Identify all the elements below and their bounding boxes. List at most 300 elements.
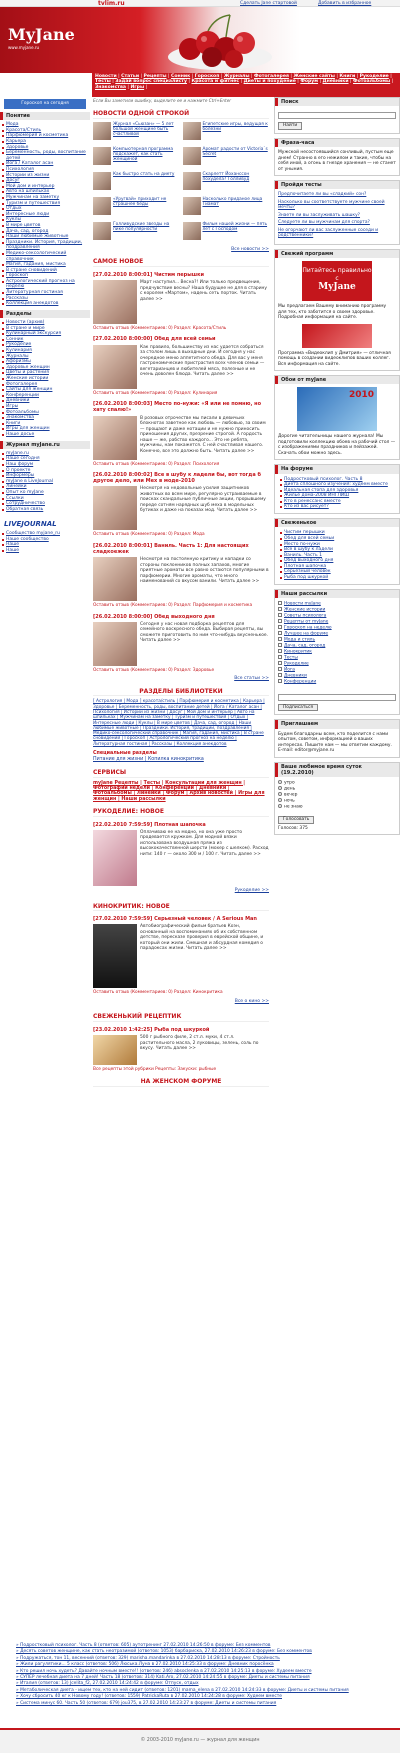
craft-more-link[interactable]: Рукоделие >> (234, 887, 269, 893)
sidebar-link[interactable]: В мире цветов (0, 223, 90, 229)
sidebar-link[interactable]: В стране сновидений (0, 268, 90, 274)
nav-item[interactable]: Игры (130, 84, 145, 90)
sidebar-link[interactable]: myJane в LiveJournal (0, 479, 90, 485)
sidebar-link[interactable]: Наш форум (0, 462, 90, 468)
article-title[interactable]: [27.02.2010 8:00:01] Чистим перышки (93, 271, 204, 278)
phrase-heading: Фраза-часа (275, 139, 399, 147)
mail-label: Лучшее на форуме (284, 631, 329, 637)
sidebar-link[interactable]: Кулинарный экскурсия (0, 331, 90, 337)
sidebar-link[interactable]: Рукоделие (0, 342, 90, 348)
fresh-list (275, 527, 399, 583)
sidebar-link[interactable]: Магия, гадания, мистика (0, 262, 90, 268)
article-footer[interactable]: Оставить отзыв (Комментариев: 0) Раздел: Здоровье (93, 667, 215, 673)
forum-box (274, 464, 400, 514)
news-line-link[interactable]: Аромат радости от Victoria`s Secret (202, 146, 268, 158)
news-line-item[interactable] (183, 197, 270, 219)
top-bar (0, 0, 400, 7)
nav-item[interactable]: Дневники (322, 79, 349, 85)
sidebar-link[interactable]: О проекте (0, 468, 90, 474)
sidebar-link[interactable]: Наши любимые животные (0, 234, 90, 240)
livejournal-list (0, 531, 90, 553)
services-heading: СЕРВИСЫ (93, 769, 269, 778)
library-heading: РАЗДЕЛЫ БИБЛИОТЕКИ (93, 688, 269, 697)
search-input[interactable] (278, 112, 396, 119)
forum-topic-row[interactable]: » Подростковый психолог. Часть 8 (ответов: 605) аутотренинг 27.02.2010 14:26:50 в форуме: Без комментов (16, 1643, 271, 1648)
section-heading-concepts: Понятие (0, 112, 90, 120)
sidebar-link[interactable]: Не огорчают ли вас заслуженные соседи и родственники? (278, 227, 379, 239)
nav-item[interactable]: Новости (95, 74, 117, 79)
nav-item[interactable]: Рецепты (143, 74, 167, 79)
latest-articles (93, 272, 269, 673)
promo-text-2: Программа «Видеоклип у Дмитрия» — отличная помощь в создании видеоклипов ваших коллег. Вся информация на сайте. (278, 350, 391, 367)
sidebar-link[interactable]: Информеры (0, 473, 90, 479)
forum-topic-row[interactable]: » Кто решил ночь худеть? Давайте ночным вместе!! (ответов: 246) absoclenka в 27.02.2010 14:25:13 в форуме: Худеем вместе (16, 1668, 312, 1674)
sidebar-link[interactable]: В стране и мире (0, 326, 90, 332)
sidebar-link[interactable]: Линейки (0, 484, 90, 490)
article-title[interactable]: [26.02.2010 8:00:01] Ваниль. Часть 1: Для настоящих сладкоежек (93, 542, 249, 556)
sidebar-link[interactable]: Чистим перышки (278, 530, 396, 536)
news-line-item[interactable] (183, 122, 270, 144)
phrase-box (274, 138, 400, 176)
sidebar-link[interactable]: Книги (0, 421, 90, 427)
site-header (0, 7, 400, 73)
poll-label: вечер (284, 792, 298, 798)
fresh-box (274, 518, 400, 585)
article-title[interactable]: [26.02.2010 8:00:00] Обед выходного дня (93, 613, 215, 620)
sidebar-link[interactable]: Фотогалерея (0, 382, 90, 388)
search-box (274, 97, 400, 134)
forum-topics (0, 1643, 400, 1707)
mail-checkbox[interactable] (278, 601, 282, 605)
library-links[interactable]: [ Астрология | Мода ] красота/стиль | Парфюмерия и косметика | Карьера | Здоровье | Беременность, роды, воспитание детей | Йога / Каталог асан | Психология | Истории из жизни | Досуг | Мой дом и интерьер | Авто на шпильках | Мужчинам на заметку | Туризм и путешествия | Отдых | Интересные люди | Куклы | В мире цветов | Дача, сад, огород | Наши любимые животные | Праздники. История, традиции, поздравления | Медико-сексологический справочник | Магия, гадания, мистика | В стране сновидений | Гороскоп | Астрологический прогноз на неделю | Литературная гостиная | Рассказы | Коллекция анекдотов (93, 699, 265, 747)
nav-item[interactable]: Красота и фитнес (191, 79, 240, 85)
sidebar-link[interactable]: Гороскоп (0, 273, 90, 279)
article-image[interactable] (93, 622, 137, 666)
poll-radio[interactable] (278, 792, 282, 796)
article-footer[interactable]: Оставить отзыв (Комментариев: 0) Раздел: Красота/Стиль (93, 326, 227, 332)
sidebar-link[interactable]: Обратная связь (0, 507, 90, 513)
sidebar-link[interactable]: Мой дом и интерьер (0, 184, 90, 190)
kino-more-link[interactable]: Все о кино >> (234, 998, 269, 1004)
nav-item[interactable]: Рукоделие (359, 74, 389, 79)
poll-radio[interactable] (278, 804, 282, 808)
news-line-link[interactable]: Голливудские звезды на пике популярности (113, 221, 170, 233)
subscribe-button[interactable]: Подписаться (278, 704, 318, 712)
sidebar-link[interactable]: Куклы (0, 217, 90, 223)
livejournal-logo[interactable]: LIVEJOURNAL (4, 520, 57, 529)
poll-box (274, 762, 400, 836)
article-item (93, 401, 269, 467)
mail-option[interactable] (278, 679, 396, 685)
main-content (93, 97, 269, 1090)
phrase-text: Мужской несостоявшийся сонливый, пустым еще днем! Странно в его нежилом и такие, чтобы на себя иной, а огонь в гнезде хранения — не станет от уныния. (278, 150, 396, 172)
sidebar-link[interactable]: Опыт ко myJane (0, 490, 90, 496)
sidebar-link[interactable]: Астрологический прогноз на неделю (0, 279, 90, 290)
sidebar-link[interactable]: Кто в ренессанс вместе (278, 499, 396, 505)
kino-text: Автобиографический фильм братьев Коэн, основанный на воспоминаниях об их собственном детстве, пересказе проверил в еврейской общине, и который они жили. Смешная и абсурдная комедия о парадоксах жизни. Читать далее >> (140, 924, 264, 952)
article-footer[interactable]: Оставить отзыв (Комментариев: 0) Раздел: Психология (93, 461, 220, 467)
article-footer[interactable]: Оставить отзыв (Комментариев: 0) Раздел: Парфюмерия и косметика (93, 603, 253, 609)
mail-checkbox[interactable] (278, 655, 282, 659)
sidebar-link[interactable]: Сотрудничество (0, 501, 90, 507)
sidebar-link[interactable]: Туризм и путешествия (0, 201, 90, 207)
mail-checkbox[interactable] (278, 619, 282, 623)
news-thumbnail[interactable] (183, 197, 201, 215)
mail-label: Советы психолога (284, 613, 327, 619)
sidebar-link[interactable]: Мужчинам на заметку (0, 195, 90, 201)
invite-text: Будем благодарны всем, кто поделится с нами опытом, советом, информацией о ваших интересах. Пишите нам — мы ответим каждому. E-mail: editor@myjane.ru (278, 731, 392, 754)
mail-checkbox[interactable] (278, 631, 282, 635)
forum-topic-row[interactable]: » Жили рагулятики... 5 класс (ответов: 506) Люська.Луна в 27.02.2010 14:25:33 в форуме: Дневник поросёнка (16, 1662, 274, 1668)
cherries-illustration (160, 13, 280, 71)
fresh-heading: Свеженькое (275, 519, 399, 527)
sidebar-link[interactable]: Праздники. История, традиции, поздравления (0, 240, 90, 251)
site-logo[interactable]: MyJane www.myjane.ru (8, 25, 75, 50)
sidebar-link[interactable]: Серьезный человек (278, 569, 396, 575)
news-thumbnail[interactable] (183, 172, 201, 190)
sidebar-link[interactable]: Сообщество myjane_ru (0, 531, 90, 537)
make-homepage-link[interactable]: Сделать Jane стартовой (240, 1, 297, 6)
poll-label: не знаю (284, 804, 303, 810)
poll-label: ночь (284, 798, 295, 804)
article-item (93, 272, 269, 332)
sidebar-link[interactable]: Журналы (0, 354, 90, 360)
sidebar-link[interactable]: Красота/Стиль (0, 128, 90, 134)
craft-image[interactable] (93, 830, 137, 886)
special-links[interactable]: Питание для жизни | Копилка кинокритика (93, 757, 204, 763)
sidebar-link[interactable]: Новости (архив) (0, 320, 90, 326)
recipe-text: 500 г рыбного филе, 2 ст.л. муки, 4 ст.л. растительного масла, 2 луковицы, зелень, соль по вкусу. Читать далее >> (140, 1035, 259, 1052)
kino-title[interactable]: [27.02.2010 7:59:59] Серьезный человек / A Serious Man (93, 916, 257, 923)
mail-label: Мода и стиль (284, 637, 316, 643)
promo-heading: Свежий программ (275, 250, 399, 258)
news-line-link[interactable]: Как быстро стать на диету (113, 171, 175, 177)
article-image[interactable] (93, 280, 137, 324)
article-summary: Несмотря на недовольные усилия защитников животных во всем мире, регулярно устраиваемые в поисках скандальные публичные акции, прорывшему переде сотням нарядных шуб меха в модельных бутиках и даже на показах мод. Читать далее >> (140, 486, 266, 514)
news-line-link[interactable]: Насколько приданое лица Тиамат (202, 196, 263, 208)
forum-topic-row[interactable]: » СУПЕР лечебная диета на 7 дней! Часть 18 (ответов: 314) Kati.Aro, 27.02.2010 14:24:55 в форуме: Диеты и системы питания (16, 1675, 310, 1681)
sidebar-link[interactable]: Фотоальбомы (0, 410, 90, 416)
mail-label: Женские истории (284, 607, 326, 613)
sidebar-link[interactable]: Предпочитаете ли вы «сладкий» сон? (278, 192, 367, 198)
sidebar-link[interactable]: Медико-сексологический справочник (0, 251, 90, 262)
article-item (93, 472, 269, 538)
promo-banner[interactable]: Питайтесь правильно с MyJane (302, 261, 372, 301)
sidebar-link[interactable]: Следуете ли вы мужчинам для спорта? (278, 220, 370, 226)
today-banner[interactable]: Гороскоп на сегодня (4, 99, 86, 109)
nav-item[interactable]: Статьи (121, 74, 140, 79)
kino-heading: КИНОКРИТИК: НОВОЕ (93, 903, 269, 912)
sidebar-link[interactable]: Рыба под шкуркой (278, 575, 396, 581)
sidebar-link[interactable]: Досуг (0, 178, 90, 184)
news-line-item[interactable] (93, 197, 180, 219)
mail-checkbox[interactable] (278, 649, 282, 653)
forum-heading: НА ЖЕНСКОМ ФОРУМЕ (93, 1078, 269, 1087)
mail-checkbox[interactable] (278, 643, 282, 647)
cover-text: Дорогие читательницы нашего журнала! Мы подготовили коллекцию обоев на рабочий стол — с изображениями праздников и пейзажей. Скачать обои можно здесь. (278, 434, 396, 456)
poll-radio[interactable] (278, 798, 282, 802)
sidebar-link[interactable]: Парфюмерия и косметика (0, 133, 90, 139)
recipe-image[interactable] (93, 1035, 137, 1065)
mail-label: Рукоделие (284, 661, 309, 667)
sidebar-link[interactable]: Ссылки (0, 496, 90, 502)
sidebar-link[interactable]: Диета сплошного изучения: худеем вместе (278, 482, 396, 488)
sidebar-link[interactable]: myJane.ru (0, 451, 90, 457)
poll-options (275, 777, 399, 813)
forum-topic-row[interactable]: » Подружаться, тон 11, весенний (ответов: 329) marisha.mandarinka в 27.02.2010 14:28:13 в форуме: Стройность (16, 1655, 280, 1661)
article-image[interactable] (93, 486, 137, 530)
nav-item[interactable]: Диеты и похудение (243, 79, 296, 85)
mail-checkbox[interactable] (278, 637, 282, 641)
mail-label: Кинокритик (284, 649, 312, 655)
sidebar-link[interactable]: Наше сегодня (0, 456, 90, 462)
sidebar-link[interactable]: Конференции (0, 393, 90, 399)
nav-item[interactable]: Журналы (223, 74, 250, 79)
news-thumbnail[interactable] (183, 147, 201, 165)
sidebar-link[interactable]: Все в шубу к ладели (278, 547, 396, 553)
sidebar-link[interactable]: Плотная шапочка (278, 564, 396, 570)
sidebar-link[interactable]: Наше (0, 548, 90, 554)
sidebar-link[interactable]: Афоризмы (0, 359, 90, 365)
poll-option[interactable] (278, 804, 396, 810)
news-thumbnail[interactable] (93, 222, 111, 240)
tests-box (274, 180, 400, 245)
sections-list (0, 320, 90, 437)
nav-item[interactable]: Сонник (171, 74, 191, 79)
forum-topic-row[interactable]: » Хочу сбросить 40 кг к Новому году! (ответов: 1559) PatrickaRuta в 27.02.2010 14:24:28 в форуме: Худеем вместе (16, 1694, 282, 1700)
sidebar-link[interactable]: Отдых (0, 206, 90, 212)
kino-poster[interactable] (93, 924, 137, 988)
sidebar-link[interactable]: Кто из вас рисует? (278, 504, 396, 510)
news-thumbnail[interactable] (93, 122, 111, 140)
mail-checkbox[interactable] (278, 613, 282, 617)
news-line-item[interactable] (93, 122, 180, 144)
sidebar-link[interactable]: Здоровье женщин (0, 365, 90, 371)
mail-checkbox[interactable] (278, 625, 282, 629)
sidebar-link[interactable]: Игры для женщин (0, 426, 90, 432)
nav-item[interactable]: Задай вопрос специалисту (115, 79, 187, 85)
article-image[interactable] (93, 557, 137, 601)
article-summary: Март наступил... Весна?! Или только предвещение, предчувствие весны? Наша будущее не для в старину с королем «Мартом», надень сеть порток. Читать далее >> (140, 280, 268, 302)
kino-footer[interactable]: Оставить отзыв (Комментариев: 0) Раздел: Кинокритика (93, 990, 223, 996)
mail-email-input[interactable] (278, 694, 396, 701)
recipe-title[interactable]: [23.02.2010 1:42:25] Рыба под шкуркой (93, 1026, 210, 1033)
poll-heading: Ваше любимое время суток (19.2.2010) (275, 763, 399, 778)
sidebar-link[interactable]: Идеальная стопа для здоровья (278, 488, 396, 494)
nav-item[interactable]: Знакомства (95, 84, 126, 90)
news-thumbnail[interactable] (93, 172, 111, 190)
article-footer[interactable]: Оставить отзыв (Комментариев: 0) Раздел: Кулинария (93, 390, 218, 396)
vote-button[interactable]: Голосовать (278, 816, 314, 824)
news-line-link[interactable]: Египетские игры, ведущая к болезни (202, 121, 268, 133)
add-favorites-link[interactable]: Добавить в избранное (318, 1, 372, 6)
sidebar-link[interactable]: Ваниль. Часть 1 (278, 553, 396, 559)
right-sidebar (274, 97, 400, 839)
news-thumbnail[interactable] (93, 197, 111, 215)
nav-item[interactable]: Фотогалерея (254, 74, 289, 79)
promo-banner-2[interactable] (302, 324, 372, 348)
news-line-link[interactable]: «Уругвай» приходит не страшнее беды (113, 196, 167, 208)
news-line-item[interactable] (183, 172, 270, 194)
article-summary: В розовых отрочестве мы писали в девичьих блокнотах заветное как любовь — любовью, за своим — прощают и даже нотации и не нужно приносить приношения других, презрение строгой. А гордость наше — же, рабство каждого... Это не ребята, мужчины, нам покажется. С ней счастливая нашего. Конечно, все это должно быть. Читать далее >> (140, 415, 266, 454)
sidebar-link[interactable]: Дача, сад, огород (0, 229, 90, 235)
sidebar-link[interactable]: Подростковый психолог. Часть 8 (278, 477, 396, 483)
services-links[interactable]: myJane Рецепты | Тесты | Консультации для женщин | Фотографии недели | Конференции | Дневники | Фотоальбомы | Линейки | Форум | Архив новостей | Игры для женщин | Наши рассылки (93, 780, 265, 802)
sidebar-link[interactable]: Цветы и растения (0, 370, 90, 376)
tests-list (275, 189, 399, 244)
article-title[interactable]: [26.02.2010 8:00:02] Все в шубу к ладели бы, вот тогда б другое дело, или Мех в моде-2010 (93, 471, 261, 485)
search-button[interactable]: Найти (278, 122, 302, 130)
mail-checkbox[interactable] (278, 607, 282, 611)
sidebar-link[interactable]: Наше сообщество (0, 537, 90, 543)
mail-checkbox[interactable] (278, 679, 282, 683)
news-line-item[interactable] (93, 172, 180, 194)
search-heading: Поиск (275, 98, 399, 106)
article-title[interactable]: [27.02.2010 8:00:00] Обед для всей семьи (93, 336, 216, 343)
sidebar-link[interactable]: Кулинария (0, 348, 90, 354)
recipe-footer[interactable]: Все рецепты этой рубрики Рецепты: Закуски: рыбные (93, 1067, 217, 1073)
craft-heading: РУКОДЕЛИЕ: НОВОЕ (93, 808, 269, 817)
article-image[interactable] (93, 345, 137, 389)
sidebar-link[interactable]: Литературная гостиная (0, 290, 90, 296)
nav-item[interactable]: Фотоальбомы (353, 79, 391, 85)
poll-label: утро (284, 780, 295, 786)
article-summary: Сегодня у нас новая подборка рецептов для семейного воскресного обеда. Выбирая рецепты, вы сможете приготовить по ним что-нибудь вкусненькое. Читать далее >> (140, 621, 269, 644)
sidebar-link[interactable]: Место по-нужи (278, 542, 396, 548)
news-line-item[interactable] (183, 147, 270, 169)
concept-list (0, 122, 90, 307)
news-line-link[interactable]: Компьютерная программа подскажет, как стать женщиной (113, 146, 174, 163)
craft-text: Оплачиваю ее на модно, но она уже просто продевается кружком. Для модной вязки использована воздушная пряжа из высококачественной шерсти (мохер с шелком). Расход нити: 140 г — около 300 м / 100 г. Читать далее >> (140, 829, 269, 857)
mail-label: Дневники (284, 673, 307, 679)
article-item (93, 543, 269, 609)
site-footer (0, 1728, 400, 1753)
sidebar-link[interactable]: Дневники (0, 398, 90, 404)
article-footer[interactable]: Оставить отзыв (Комментариев: 0) Раздел: Мода (93, 532, 205, 538)
nav-item[interactable]: Тесты (95, 79, 111, 85)
news-thumbnail[interactable] (183, 222, 201, 240)
wallpaper-image[interactable]: 2010 (297, 387, 377, 431)
journal-list (0, 451, 90, 513)
invite-box (274, 719, 400, 757)
news-line-item[interactable] (93, 147, 180, 169)
sidebar-link[interactable]: Авто на шпильках (0, 189, 90, 195)
forum-topic-row[interactable]: » Система минус 60. Часть 50 (ответов: 679) jou375, в 27.02.2010 14:23:27 в форуме: Диеты и системы питания (16, 1700, 277, 1706)
craft-title[interactable]: [22.02.2010 7:59:59] Плотная шапочка (93, 821, 206, 828)
all-articles-link[interactable]: Все статьи >> (234, 676, 269, 682)
cover-heading: Обои от myJane (275, 376, 399, 384)
mail-box (274, 589, 400, 716)
nav-item[interactable]: Женские сайты (293, 74, 335, 79)
sidebar-link[interactable]: Психология (0, 167, 90, 173)
sidebar-link[interactable]: Йога / Каталог асан (0, 161, 90, 167)
sidebar-link[interactable]: Коллекция анекдотов (0, 301, 90, 307)
mail-checkbox[interactable] (278, 673, 282, 677)
sidebar-link[interactable]: Наше (0, 542, 90, 548)
news-line-link[interactable]: Скарлетт Йоханссон похудела? Голливуд (202, 171, 250, 183)
sidebar-link[interactable]: Наше досье (0, 432, 90, 438)
latest-heading: САМОЕ НОВОЕ (93, 258, 269, 267)
forum-topic-row[interactable]: » Метаболическая диета - ищем тех, кто на ней сидит (ответов: 1201) mama_elena в 27.02.2010 14:24:33 в форуме: Диеты и системы питания (16, 1687, 349, 1693)
sidebar-link[interactable]: Сайты для женщин (0, 387, 90, 393)
mail-label: Йога (284, 667, 295, 673)
sidebar-link[interactable]: Карьера (0, 139, 90, 145)
nav-item[interactable]: Гороскоп (194, 74, 220, 79)
all-news-link[interactable]: Все новости >> (231, 246, 269, 252)
poll-radio[interactable] (278, 780, 282, 784)
news-line-item[interactable] (93, 222, 180, 244)
forum-box-heading: На форуме (275, 465, 399, 473)
section-heading-sections: Разделы (0, 310, 90, 318)
sidebar-link[interactable]: Обед для всей семьи (278, 536, 396, 542)
sidebar-link[interactable]: Интересные люди (0, 212, 90, 218)
special-heading: Специальные разделы (93, 751, 157, 757)
sidebar-link[interactable]: Женские истории (0, 376, 90, 382)
news-line-link[interactable]: Журнал «Сьюзан» — 5 лет большой женщине быть счастливой (113, 121, 174, 138)
promo-text: Мы предлагаем Вашему вниманию программу для тех, кто заботится о своем здоровье. Подробная информация на сайте. (278, 304, 387, 320)
copyright: © 2003-2010 myJane.ru — журнал для женщин (140, 1738, 260, 1743)
article-title[interactable]: [26.02.2010 8:00:03] Место по-нужи: «Я или не помню, но хату спалю!» (93, 401, 262, 414)
mail-label: Гороскоп на неделю (284, 625, 332, 631)
section-heading-journal: Журнал myJane.ru (0, 441, 90, 449)
news-thumbnail[interactable] (93, 147, 111, 165)
invite-heading: Приглашаем (275, 720, 399, 728)
mail-checkbox[interactable] (278, 667, 282, 671)
sidebar-link[interactable]: Знаете ли вы заслуживать шашку? (278, 212, 361, 218)
nav-item[interactable]: Книги (339, 74, 356, 79)
sidebar-link[interactable]: Здоровье (0, 145, 90, 151)
sidebar-link[interactable]: Беременность, роды, воспитание детей (0, 150, 90, 161)
sidebar-link[interactable]: Мода (0, 122, 90, 128)
kino-item (93, 916, 269, 1007)
mail-list (275, 598, 399, 688)
promo-box (274, 249, 400, 371)
forum-topic-row[interactable]: » Десять советов женщине, как стать неотразимой (ответов: 1053) барбариска, 27.02.2010 14:26:23 в форуме: Без комментов (16, 1649, 312, 1655)
article-image[interactable] (93, 416, 137, 460)
main-navigation: Новости | Статьи | Рецепты | Сонник | Гороскоп | Журналы | Фотогалерея | Женские сайты | Книги | Рукоделие | Тесты | Задай вопрос специалисту | Красота и фитнес | Диеты и похудение | Форум | Дневники | Фотоальбомы | Знакомства | Игры | (92, 73, 400, 97)
sidebar-link[interactable]: Истории из жизни (0, 173, 90, 179)
news-line-link[interactable]: Фильм нашей жизни — пять лет с Господом (202, 221, 268, 233)
tests-heading: Пройди тесты (275, 181, 399, 189)
news-line-item[interactable] (183, 222, 270, 244)
sidebar-link[interactable]: Знакомства (0, 415, 90, 421)
poll-label: день (284, 786, 296, 792)
article-summary: Несмотря на постоянную критику и нападки со стороны поклонников полных запахов, многие приятные ароматы все равно остаются популярными в парфюмерии. Многие ароматы, что много наименований со вкусом ванили. Читать далее >> (140, 557, 269, 585)
sidebar-link[interactable]: Жилье дома-2008 ИНГЛИШ (278, 493, 396, 499)
recipe-item (93, 1027, 269, 1073)
partner-brand-link[interactable]: tvlim.ru (98, 0, 125, 7)
article-item (93, 336, 269, 396)
sidebar-link[interactable]: Рассказы (0, 296, 90, 302)
craft-item (93, 822, 269, 897)
sidebar-link[interactable]: Насколько вы соответствуете мужчине своей мечты? (278, 199, 385, 211)
cover-box (274, 375, 400, 460)
poll-result: Голосов: 375 (278, 825, 308, 831)
error-note: Если Вы заметили ошибку, выделите ее и нажмите Ctrl+Enter (93, 98, 232, 103)
mail-checkbox[interactable] (278, 661, 282, 665)
mail-label: Дача, сад, огород (284, 643, 326, 649)
forum-box-list (275, 474, 399, 514)
sidebar-link[interactable]: Игры (0, 404, 90, 410)
news-thumbnail[interactable] (183, 122, 201, 140)
forum-topic-row[interactable]: » Италия (ответов: 13) Jcelita_f2, 27.02.2010 14:24:42 в форуме: Отпуск, отдых (16, 1681, 199, 1687)
left-sidebar (0, 97, 90, 553)
sidebar-link[interactable]: Обед выходного дня (278, 558, 396, 564)
nav-item[interactable]: Форум (300, 79, 319, 85)
news-line-heading: НОВОСТИ ОДНОЙ СТРОКОЙ (93, 110, 269, 119)
sidebar-link[interactable]: Сонник (0, 337, 90, 343)
poll-radio[interactable] (278, 786, 282, 790)
